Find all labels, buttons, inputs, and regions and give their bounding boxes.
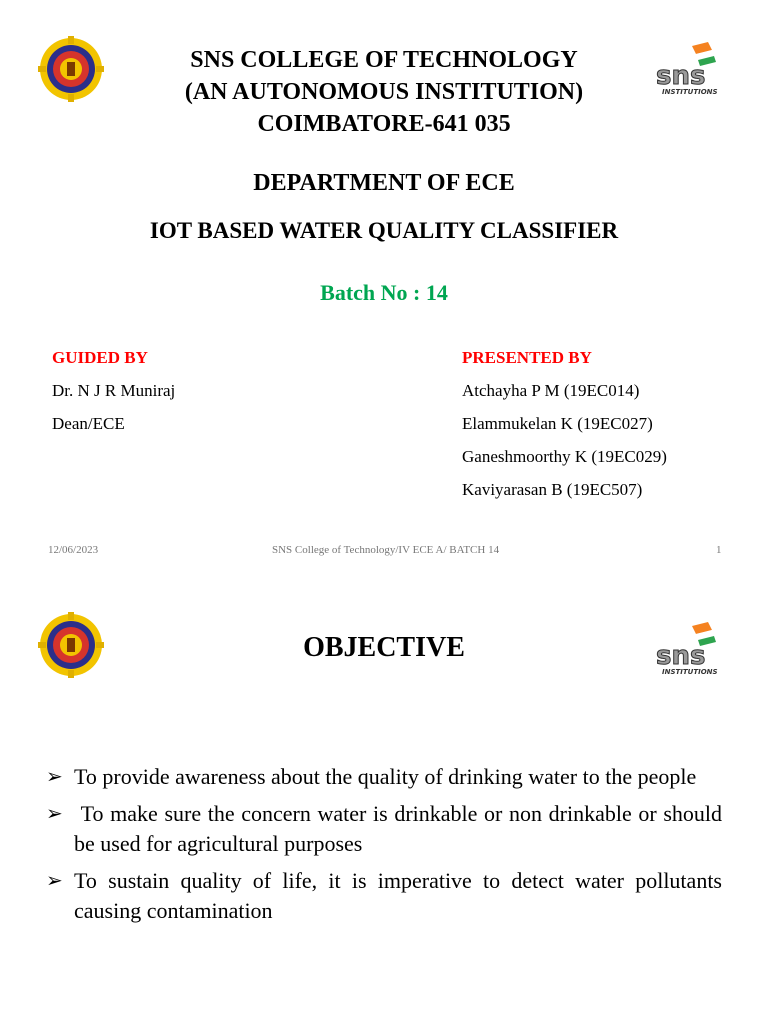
batch-number: Batch No : 14: [320, 280, 448, 305]
presenter-item: Ganeshmoorthy K (19EC029): [462, 447, 667, 466]
objective-title: OBJECTIVE: [303, 632, 465, 663]
objective-list: [46, 762, 728, 933]
footer-date: 12/06/2023: [48, 544, 99, 556]
arrow-bullet-icon: ➢: [46, 870, 63, 892]
project-title: IOT BASED WATER QUALITY CLASSIFIER: [149, 218, 619, 243]
brand-sub-text: INSTITUTIONS: [662, 668, 718, 676]
arrow-bullet-icon: ➢: [46, 803, 63, 825]
objective-text: To sustain quality of life, it is imperative to detect water pollutants causing contamination: [74, 868, 722, 923]
presenter-item: Elammukelan K (19EC027): [462, 414, 653, 433]
objective-text: To provide awareness about the quality of drinking water to the people: [74, 764, 697, 789]
list-item: [46, 762, 722, 792]
footer-center: SNS College of Technology/IV ECE A/ BATCH 14: [272, 544, 500, 556]
brand-text: sns: [656, 61, 706, 91]
list-item: [46, 799, 728, 859]
footer-page-number: 1: [716, 544, 722, 556]
college-name: SNS COLLEGE OF TECHNOLOGY: [190, 47, 578, 73]
guided-by-label: GUIDED BY: [52, 348, 148, 367]
college-location: COIMBATORE-641 035: [257, 111, 511, 137]
list-item: [46, 866, 722, 926]
brand-sub-text: INSTITUTIONS: [662, 88, 718, 96]
presented-by-label: PRESENTED BY: [462, 348, 592, 367]
objective-text: To make sure the concern water is drinkable or non drinkable or should be used for agricultural purposes: [74, 801, 728, 856]
guide-name: Dr. N J R Muniraj: [52, 381, 176, 400]
arrow-bullet-icon: ➢: [46, 766, 63, 788]
department-title: DEPARTMENT OF ECE: [253, 170, 515, 196]
objective-slide: [0, 576, 768, 1024]
guide-designation: Dean/ECE: [52, 414, 125, 433]
presenter-item: Atchayha P M (19EC014): [462, 381, 640, 400]
presenter-item: Kaviyarasan B (19EC507): [462, 480, 643, 499]
college-status: (AN AUTONOMOUS INSTITUTION): [184, 79, 584, 105]
brand-text: sns: [656, 641, 706, 671]
